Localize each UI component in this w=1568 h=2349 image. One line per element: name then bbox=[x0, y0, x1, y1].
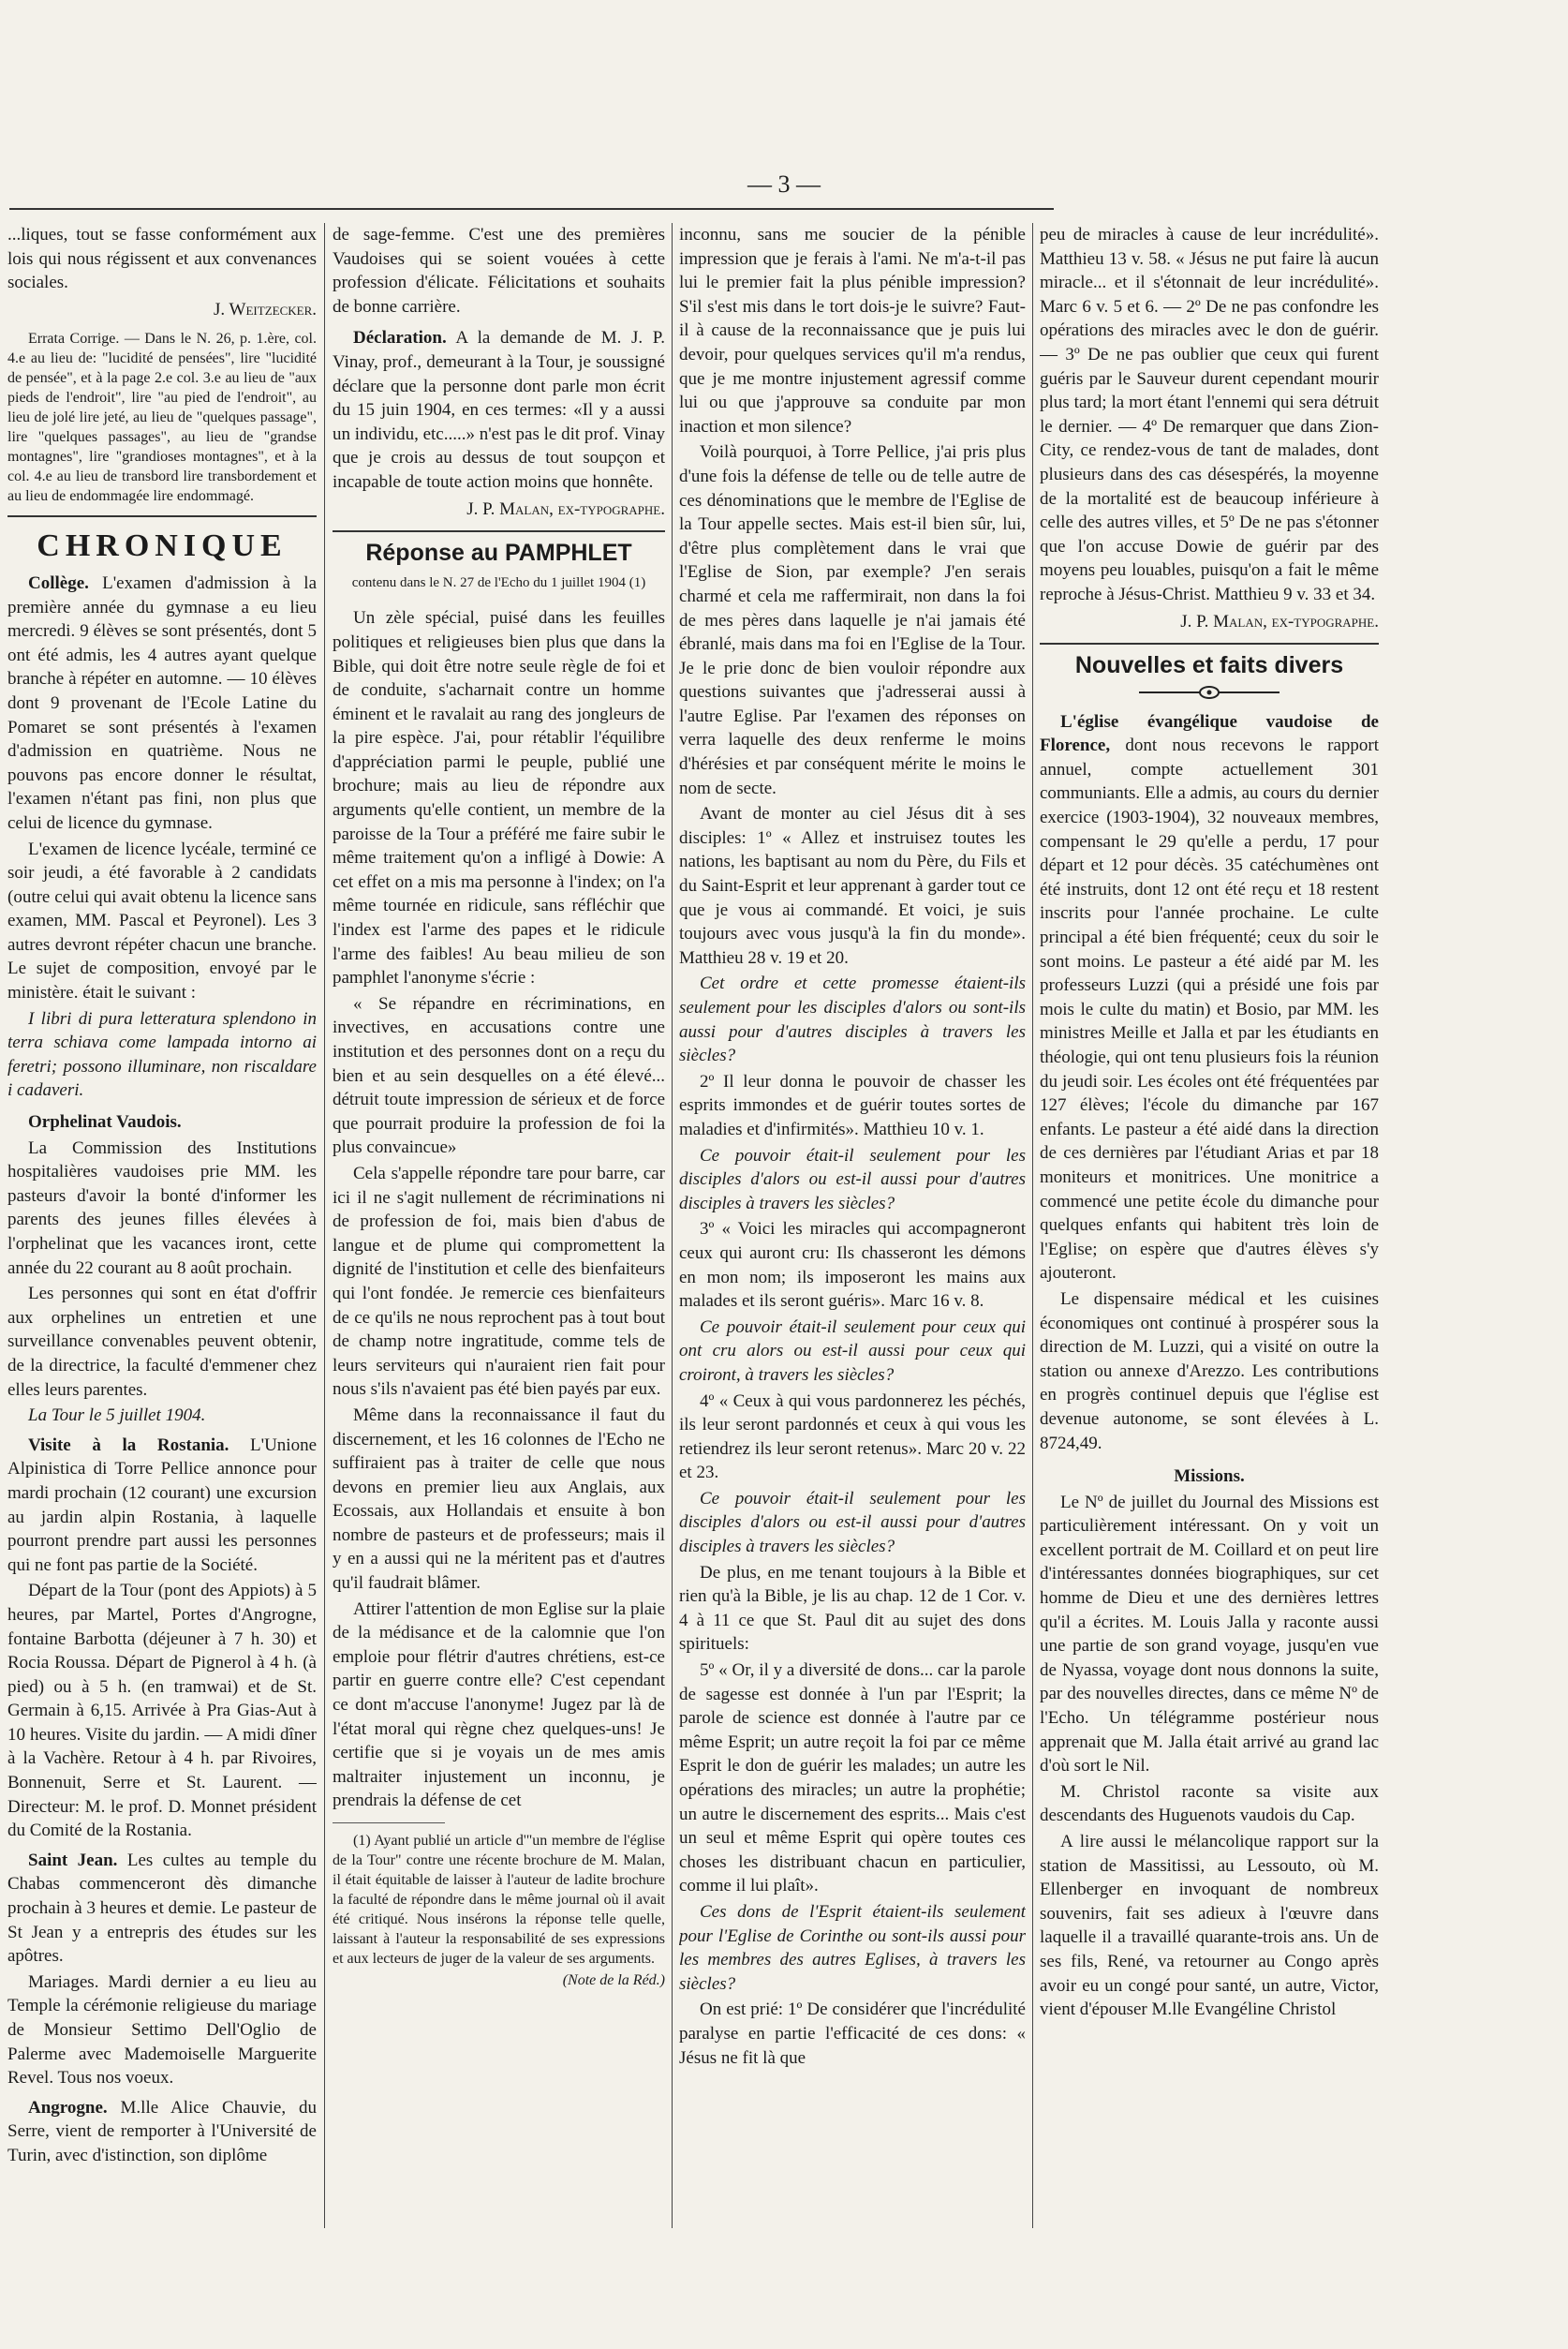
article-subtitle: contenu dans le N. 27 de l'Echo du 1 juillet 1904 (1) bbox=[351, 574, 646, 590]
quote-text: I libri di pura letteratura splendono in terra schiava come lampada intorno ai feretri; possono illuminare, non riscaldare i cadaveri. bbox=[7, 1008, 317, 1101]
question-text: Ce pouvoir était-il seulement pour les disciples d'alors ou est-il aussi pour d'autres disciples à travers les siècles? bbox=[679, 1145, 1026, 1213]
article-paragraph: 4º « Ceux à qui vous pardonnerez les péchés, ils leur seront pardonnés et ceux à qui vous les retiendrez ils leur seront retenus». Marc 20 v. 22 et 23. bbox=[679, 1390, 1026, 1483]
news-text: M.lle Alice Chauvie, du Serre, vient de remporter à l'Université de Turin, avec d'istinction, son diplôme bbox=[7, 2097, 317, 2165]
news-heading: Angrogne. bbox=[28, 2097, 108, 2118]
news-text: Départ de la Tour (pont des Appiots) à 5 heures, par Martel, Portes d'Angrogne, fontaine Barbotta (déjeuner à 7 h. 30) et Rocia Roussa. Départ de Pignerol à 4 h. (à pied) ou à 5 h. (en tramwai) et de St. Germain à 6,15. Arrivée à Pra Gias-Aut à 10 heures. Visite du jardin. — A midi dîner à la Vachère. Retour à 4 h. par Rivoires, Bonnenuit, Serre et St. Laurent. — Directeur: M. le prof. D. Monnet président du Comité de la Rostania. bbox=[7, 1581, 317, 1841]
column-divider bbox=[324, 223, 325, 2228]
article-paragraph: Un zèle spécial, puisé dans les feuilles politiques et religieuses bien plus que dans la Bible, qui doit être notre seule règle de foi et de conduite, s'acharnait contre un homme éminent et le ravalait au rang des jongleurs de la pire espèce. J'ai, pour rétablir l'équilibre d'appréciation parmi le peuple, publié une brochure; mais au lieu de répondre aux arguments qu'elle contient, un membre de la paroisse de la Tour a préféré me faire subir le même traitement qu'on a infligé à Dowie: A cet effet on a mis ma personne à l'index; on l'a même tournée en ridicule, sans réfléchir que l'index est l'arme des papes et le ridicule l'arme des faibles! Au beau milieu de son pamphlet l'anonyme s'écrie : bbox=[333, 608, 665, 989]
news-text: L'examen d'admission à la première année du gymnase a eu lieu mercredi. 9 élèves se sont présentés, dont 5 ont été admis, les 4 autres ayant quelque branche à répéter en automne. — 10 élèves dont 9 provenant de l'Ecole Latine du Pomaret se sont présentés à l'examen d'admission en quatrième. Nous ne pouvons pas encore donner le résultat, l'examen n'étant pas fini, non plus que celui de licence du gymnase. bbox=[7, 572, 317, 833]
column-4 bbox=[1040, 223, 1379, 2322]
question bbox=[679, 1144, 1026, 1216]
news-item-declaration bbox=[333, 326, 665, 494]
news-heading: Déclaration. bbox=[353, 328, 447, 349]
news-heading: Missions. bbox=[1174, 1466, 1245, 1487]
article-continuation: ...liques, tout se fasse conformément aux lois qui nous régissent et aux convenances sociales. bbox=[7, 225, 317, 293]
news-heading: Visite à la Rostania. bbox=[28, 1435, 229, 1455]
article-paragraph: Avant de monter au ciel Jésus dit à ses disciples: 1º « Allez et instruisez toutes les nations, les baptisant au nom du Père, du Fils et du Saint-Esprit et leur apprenant à garder tout ce que je vous ai commandé. Et voici, je suis toujours avec vous jusqu'à la fin du monde». Matthieu 28 v. 19 et 20. bbox=[679, 804, 1026, 968]
footnote: (1) Ayant publié un article d'"un membre de l'église de la Tour" contre une récente brochure de M. Malan, il était équitable de laisser à l'auteur de ladite brochure la faculté de répondre dans le même journal où il avait été critiqué. Nous insérons la réponse telle quelle, laissant à l'auteur la responsabilité de ses expressions et aux lecteurs de juger de la valeur de ses arguments. bbox=[333, 1833, 665, 1967]
news-text: A lire aussi le mélancolique rapport sur la station de Massitissi, au Lessouto, où M. Ellenberger en invoquant de nombreux souvenirs, fait ses adieux à l'œuvre dans laquelle il a travaillé quarante-trois ans. Un de ses fils, René, va retourner au Congo après avoir eu un congé pour santé, un autre, Victor, vient d'épouser M.lle Evangéline Christol bbox=[1040, 1832, 1379, 2020]
news-text: de sage-femme. C'est une des premières Vaudoises qui se soient vouées à cette profession d'élicate. Félicitations et souhaits de bonne carrière. bbox=[333, 225, 665, 317]
news-text: Les personnes qui sont en état d'offrir aux orphelines un entretien et une surveillance convenables peuvent obtenir, de la directrice, la faculté d'emmener chez elles leurs parentes. bbox=[7, 1284, 317, 1400]
ornament-icon bbox=[1134, 684, 1284, 701]
news-item-angrogne bbox=[7, 2096, 317, 2168]
news-text: Le dispensaire médical et les cuisines économiques ont continué à prospérer sous la direction de M. Luzzi, qui a visité on outre la station ou annexe d'Arezzo. Les contributions en progrès continuel depuis que l'église est devenue autonome, se sont élevées à L. 8724,49. bbox=[1040, 1288, 1379, 1453]
news-item-college bbox=[7, 572, 317, 836]
question bbox=[679, 1487, 1026, 1559]
article-paragraph: De plus, en me tenant toujours à la Bible et rien qu'à la Bible, je lis au chap. 12 de 1 Cor. v. 4 à 11 ce que St. Paul dit au sujet des dons spirituels: bbox=[679, 1562, 1026, 1655]
section-title-chronique: CHRONIQUE bbox=[37, 528, 288, 564]
news-text: Le Nº de juillet du Journal des Missions est particulièrement intéressant. On y voit un excellent portrait de M. Coillard et on peut lire d'intéressantes données biographiques, sur cet homme de Dieu et une des dernières lettres qu'il a écrites. M. Louis Jalla y raconte aussi une partie de son grand voyage, jusqu'en vue de Nyassa, voyage dont nous donnons la suite, par des nouvelles directes, dans ce même Nº de l'Echo. Un télégramme postérieur nous apprenait que M. Jalla était arrivé au grand lac d'où sort le Nil. bbox=[1040, 1492, 1379, 1777]
footnote-signature bbox=[333, 1970, 665, 1990]
section-rule bbox=[1040, 643, 1379, 645]
news-text: A la demande de M. J. P. Vinay, prof., demeurant à la Tour, je soussigné déclare que la personne dont parle mon écrit du 15 juin 1904, en ces termes: «Il y a aussi un individu, etc.....» n'est pas le dit prof. Vinay que je crois au dessus de tout soupçon et incapable de toute action moins que honnête. bbox=[333, 328, 665, 492]
news-text: Mariages. Mardi dernier a eu lieu au Temple la cérémonie religieuse du mariage de Monsieur Settimo Dell'Oglio de Palerme avec Mademoiselle Marguerite Revel. Tous nos voeux. bbox=[7, 1971, 317, 2089]
signature: J. Weitzecker. bbox=[214, 299, 317, 320]
dateline bbox=[7, 1404, 317, 1428]
news-text: L'Unione Alpinistica di Torre Pellice annonce pour mardi prochain (12 courant) une excursion au jardin alpin Rostania, à laquelle pourront prendre part aussi les personnes qui ne font pas partie de la Société. bbox=[7, 1435, 317, 1575]
article-title-reponse: Réponse au PAMPHLET bbox=[365, 540, 632, 567]
question-text: Ce pouvoir était-il seulement pour les disciples d'alors ou est-il aussi pour d'autres disciples à travers les siècles? bbox=[679, 1488, 1026, 1557]
question bbox=[679, 1316, 1026, 1388]
column-1 bbox=[7, 223, 317, 2322]
header-rule bbox=[9, 208, 1054, 210]
question-text: Cet ordre et cette promesse étaient-ils seulement pour les disciples d'alors ou sont-ils aussi pour d'autres disciples à travers les siècles? bbox=[679, 974, 1026, 1066]
news-item-florence bbox=[1040, 710, 1379, 1286]
section-rule bbox=[333, 530, 665, 532]
question bbox=[679, 972, 1026, 1067]
article-paragraph: On est prié: 1º De considérer que l'incrédulité paralyse en partie l'efficacité de ces dons: « Jésus ne fit là que bbox=[679, 2000, 1026, 2068]
news-heading: Saint Jean. bbox=[28, 1850, 118, 1870]
article-paragraph: inconnu, sans me soucier de la pénible impression que je ferais à l'ami. Ne m'a-t-il pas lui le premier fait la plus pénible impression? S'il s'est mis dans le tort dois-je le suivre? Faut-il à cause de la reconnaissance que je puis lui devoir, pour quelques services qu'il m'a rendus, que je me montre injustement agressif comme lui ou que j'approuve sa conduite par mon inaction et mon silence? bbox=[679, 225, 1026, 437]
news-text: L'examen de licence lycéale, terminé ce soir jeudi, a été favorable à 2 candidats (outre celui qui avait obtenu la licence sans examen, MM. Pascal et Peyronel). Les 3 autres devront répéter chacun une branche. Le sujet de composition, envoyé par le ministère. était le suivant : bbox=[7, 839, 317, 1004]
news-heading: L'église évangélique vaudoise de Florence, bbox=[1040, 711, 1379, 756]
errata-corrige: Errata Corrige. — Dans le N. 26, p. 1.ère, col. 4.e au lieu de: "lucidité de pensées", lire "lucidité de pensée", et à la page 2.e col. 3.e au lieu de "aux pieds de l'endroit", lire "au pied de l'endroit", au lieu de jolé lire jeté, au lieu de "quelques passage", lire "quelques passages", au lieu de "grandse montagnes", lire "grandioses montagnes", et à la col. 4.e au lieu de transbord lire transbordement et au lieu de endommagée lire endommagé. bbox=[7, 331, 317, 505]
page-number: — 3 — bbox=[747, 171, 821, 198]
article-paragraph: 5º « Or, il y a diversité de dons... car la parole de sagesse est donnée à l'un par l'Esprit; la parole de science est donnée à l'autre par ce même Esprit; un autre reçoit la foi par ce même Esprit le don de guérir les malades; un autre les opérations des miracles; un autre la prophétie; un autre le discernement des esprits... Mais c'est un seul et même Esprit qui opère toutes ces choses les distribuant chacun en particulier, comme il lui plaît». bbox=[679, 1660, 1026, 1896]
article-paragraph: Même dans la reconnaissance il faut du discernement, et les 16 colonnes de l'Echo ne suffiraient pas à traiter de celle que nous devons en premier lieu aux Anglais, aux Ecossais, aux Hollandais et ensuite à bon nombre de pasteurs et de professeurs; mais il y en a aussi qui ne la méritent pas et d'autres qu'il faudrait blâmer. bbox=[333, 1405, 665, 1594]
news-text: Les cultes au temple du Chabas commenceront dès dimanche prochain à 3 heures et demie. Le pasteur de St Jean y a entrepris des études sur les apôtres. bbox=[7, 1850, 317, 1967]
question bbox=[679, 1900, 1026, 1996]
column-2 bbox=[333, 223, 665, 2322]
section-rule bbox=[7, 515, 317, 517]
dateline-text: La Tour le 5 juillet 1904. bbox=[28, 1405, 206, 1426]
question-text: Ce pouvoir était-il seulement pour ceux qui ont cru alors ou est-il aussi pour ceux qui croiront, à travers les siècles? bbox=[679, 1316, 1026, 1385]
article-paragraph: Voilà pourquoi, à Torre Pellice, j'ai pris plus d'une fois la défense de telle ou de telle autre de ces dénominations que le membre de l'Eglise de la Tour appelle sectes. Mais est-il bien sûr, lui, d'être plus complètement dans le vrai que l'Eglise de Sion, par exemple? J'en serais charmé et cela me raffermirait, non dans la foi de mes pères dans laquelle je n'ai jamais été ébranlé, mais dans ma foi en l'Eglise de la Tour. Je le prie donc de bien vouloir répondre aux questions suivantes que j'adresserai aussi à l'autre Eglise. Par l'examen des réponses on verra laquelle des deux renferme le moins d'hérésies et par conséquent mérite le moins le nom de secte. bbox=[679, 442, 1026, 798]
news-text: dont nous recevons le rapport annuel, compte actuellement 301 communiants. Elle a admis, au cours du dernier exercice (1903-1904), 32 nouveaux membres, compensant le 29 qu'elle a perdu, 17 pour départ et 12 pour décès. 35 catéchumènes ont été instruits, dont 12 ont été reçu et 18 restent inscrits pour l'année prochaine. Le culte principal a été bien fréquenté; ceux du soir le sont moins. Le pasteur a été aidé par M. les professeurs Luzzi (qui a présidé une fois par mois le culte du matin) et Bosio, par MM. les ministres Meille et Jalla et par les étudiants en théologie, qui ont tenu plusieurs fois la réunion du jeudi soir. Les écoles ont été fréquentées par 127 élèves; l'école du dimanche par 167 enfants. Le pasteur a été aidé dans la direction de ces dernières par l'étudiant Arias et par 18 moniteurs et monitrices. Une monitrice a commencé une petite école du dimanche pour quelques enfants qui habitent très loin de l'Eglise; on espère que d'autres élèves s'y ajouteront. bbox=[1040, 736, 1379, 1284]
article-paragraph: 3º « Voici les miracles qui accompagneront ceux qui auront cru: Ils chasseront les démons en mon nom; ils imposeront les mains aux malades et ils seront guéris». Marc 16 v. 8. bbox=[679, 1219, 1026, 1312]
news-text: M. Christol raconte sa visite aux descendants des Huguenots vaudois du Cap. bbox=[1040, 1781, 1379, 1826]
article-paragraph: 2º Il leur donna le pouvoir de chasser les esprits immondes et de guérir toutes sortes de maladies et d'infirmités». Matthieu 10 v. 1. bbox=[679, 1071, 1026, 1139]
news-item-visite bbox=[7, 1434, 317, 1578]
section-title-nouvelles: Nouvelles et faits divers bbox=[1074, 652, 1344, 679]
footnote-signature-text: (Note de la Réd.) bbox=[562, 1972, 665, 1988]
article-paragraph: Attirer l'attention de mon Eglise sur la plaie de la médisance et de la calomnie que l'on emploie pour flétrir d'autres chrétiens, est-ce partir en guerre contre elle? C'est cependant ce dont m'accuse l'anonyme! Jugez par là de l'état moral qui règne chez quelques-uns! Je certifie que si je voyais un de mes amis maltraiter injustement un inconnu, je prendrais la défense de cet bbox=[333, 1598, 665, 1811]
column-divider bbox=[1032, 223, 1033, 2228]
article-paragraph: peu de miracles à cause de leur incrédulité». Matthieu 13 v. 58. « Jésus ne put faire là aucun miracle... et il s'étonnait de leur incrédulité». Marc 6 v. 5 et 6. — 2º De ne pas confondre les opérations des miracles avec le don de guérir. — 3º De ne pas oublier que ceux qui furent guéris par le Sauveur durent cependant mourir plus tard; la mort étant l'ennemi qui sera détruit le dernier. — 4º De remarquer que dans Zion-City, ce rendez-vous de tant de malades, dont plusieurs dans des cas désespérés, la moyenne de la mortalité est de beaucoup inférieure à celle des autres villes, et 5º De ne pas s'étonner que l'on accuse Dowie de guérir par des moyens peu louables, puisqu'on a fait le même reproche à Jésus-Christ. Matthieu 9 v. 33 et 34. bbox=[1040, 225, 1379, 604]
quote bbox=[7, 1007, 317, 1103]
news-text: La Commission des Institutions hospitalières vaudoises prie MM. les pasteurs d'avoir la bonté d'informer les parents des jeunes filles élevées à l'orphelinat que les vacances iront, cette année du 22 courant au 8 août prochain. bbox=[7, 1137, 317, 1278]
news-heading: Orphelinat Vaudois. bbox=[28, 1112, 182, 1133]
article-paragraph: « Se répandre en récriminations, en invectives, en accusations contre une institution et des personnes dont on a reçu du bien et au sein desquelles on a été élevé... détruit toute impression de sérieux et de force que pourrait produire la profession de foi la plus convaincue» bbox=[333, 993, 665, 1158]
article-paragraph: Cela s'appelle répondre tare pour barre, car ici il ne s'agit nullement de récriminations ni de profession de foi, mais bien d'abus de langue et de plume qui compromettent la dignité de l'institution et celle des bienfaiteurs qui l'ont fondée. Je remercie ces bienfaiteurs de ce qu'ils ne nous reprochent pas à tout bout de champ notre ingratitude, comme tels de leurs serviteurs qui n'auraient rien fait pour nous s'ils n'avaient pas été bien payés par eux. bbox=[333, 1163, 665, 1400]
signature: J. P. Malan, ex-typographe. bbox=[1180, 611, 1379, 632]
footnote-rule bbox=[333, 1822, 445, 1823]
news-item-saint-jean bbox=[7, 1849, 317, 1969]
column-divider bbox=[672, 223, 673, 2228]
column-3 bbox=[679, 223, 1026, 2322]
news-heading: Collège. bbox=[28, 572, 89, 593]
signature: J. P. Malan, ex-typographe. bbox=[466, 498, 665, 519]
question-text: Ces dons de l'Esprit étaient-ils seulement pour l'Eglise de Corinthe ou sont-ils aussi pour les membres des autres Eglises, à travers les siècles? bbox=[679, 1901, 1026, 1994]
